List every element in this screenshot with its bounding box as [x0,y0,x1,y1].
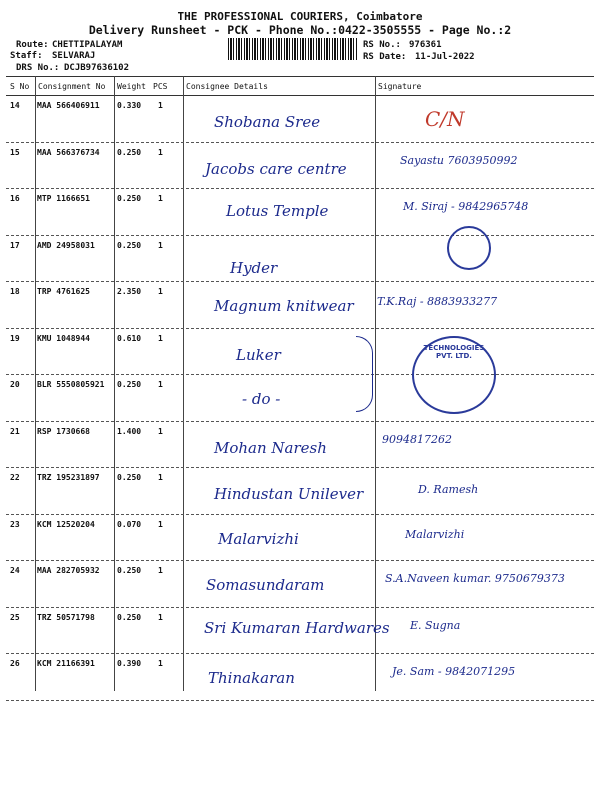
document-subtitle: Delivery Runsheet - PCK - Phone No.:0422-3505555 - Page No.:2 [88,23,512,37]
row-sno: 15 [10,147,20,157]
row-pcs: 1 [158,612,163,622]
row-sno: 17 [10,240,20,250]
table-row [0,562,600,608]
row-pcs: 1 [158,194,163,203]
row-divider [6,235,594,236]
row-weight: 0.330 [117,101,142,110]
row-divider [6,421,594,422]
row-weight: 0.250 [117,147,142,157]
row-sno: 25 [10,612,20,622]
row-pcs: 1 [158,519,163,529]
table-header-rule [6,95,594,96]
row-sno: 26 [10,659,20,668]
rs-no-value: 976361 [409,40,442,50]
row-consignment-no: MAA 282705932 [37,566,100,575]
rubber-stamp-small [447,226,491,270]
barcode-image [228,38,358,60]
row-consignment-no: RSP 1730668 [37,426,90,436]
row-divider [6,560,594,561]
row-pcs: 1 [158,147,163,157]
drs-value: DCJB97636102 [64,63,130,73]
table-row [0,376,600,422]
col-header-pcs: PCS [153,82,168,91]
row-pcs: 1 [158,287,163,296]
row-sno: 22 [10,473,20,482]
route-value: CHETTIPALAYAM [52,40,123,50]
row-pcs: 1 [158,380,163,389]
row-weight: 0.250 [117,473,142,482]
row-signature-handwritten: M. Siraj - 9842965748 [403,200,529,213]
row-consignment-no: TRZ 195231897 [37,473,100,482]
row-consignment-no: AMD 24958031 [37,240,95,250]
row-consignment-no: TRP 4761625 [37,287,90,296]
rs-date-value: 11-Jul-2022 [415,52,475,62]
row-weight: 0.610 [117,333,142,343]
table-row [0,144,600,190]
col-header-consignee: Consignee Details [186,82,268,91]
row-divider [6,467,594,468]
row-pcs: 1 [158,240,163,250]
row-sno: 14 [10,101,20,110]
row-signature-handwritten: E. Sugna [410,618,461,632]
row-consignee-handwritten: Lotus Temple [226,202,329,220]
row-divider [6,700,594,701]
row-consignment-no: TRZ 50571798 [37,612,95,622]
row-divider [6,142,594,143]
row-pcs: 1 [158,426,163,436]
row-weight: 0.250 [117,194,142,203]
table-row [0,469,600,515]
table-row [0,609,600,655]
row-weight: 0.070 [117,519,142,529]
row-consignment-no: KMU 1048944 [37,333,90,343]
route-label: Route: [16,40,49,50]
row-weight: 2.350 [117,287,142,296]
col-header-sno: S No [10,82,30,91]
row-consignment-no: MAA 566376734 [37,147,100,157]
staff-value: SELVARAJ [52,51,96,61]
row-signature-handwritten: Je. Sam - 9842071295 [392,665,516,678]
row-weight: 0.250 [117,240,142,250]
table-top-rule [6,76,594,77]
handwritten-bracket [356,336,373,412]
row-pcs: 1 [158,333,163,343]
row-pcs: 1 [158,566,163,575]
row-consignee-handwritten: Malarvizhi [218,529,299,548]
row-pcs: 1 [158,659,163,668]
row-consignee-handwritten: - do - [242,390,281,408]
row-pcs: 1 [158,101,163,110]
row-sno: 19 [10,333,20,343]
row-consignee-handwritten: Sri Kumaran Hardwares [204,618,390,637]
row-divider [6,328,594,329]
row-consignee-handwritten: Hindustan Unilever [214,485,364,503]
col-header-consignment: Consignment No [38,82,106,91]
stamp-text: TECHNOLOGIES PVT. LTD. [423,344,485,360]
row-pcs: 1 [158,473,163,482]
row-signature-handwritten: 9094817262 [382,432,452,446]
row-divider [6,281,594,282]
rs-no-label: RS No.: [363,40,401,50]
row-consignee-handwritten: Luker [236,345,281,364]
row-divider [6,653,594,654]
row-signature-handwritten: C/N [425,107,465,131]
row-consignment-no: MAA 566406911 [37,101,100,110]
table-row [0,97,600,143]
row-signature-handwritten: Malarvizhi [405,527,465,541]
row-weight: 0.250 [117,612,142,622]
row-weight: 0.250 [117,566,142,575]
row-signature-handwritten: T.K.Raj - 8883933277 [377,295,498,308]
row-weight: 0.390 [117,659,142,668]
drs-label: DRS No.: [16,63,60,73]
row-sno: 21 [10,426,20,436]
row-consignee-handwritten: Somasundaram [206,576,325,594]
staff-label: Staff: [10,51,43,61]
row-sno: 18 [10,287,20,296]
table-row [0,237,600,283]
table-row [0,655,600,701]
row-divider [6,188,594,189]
rs-date-label: RS Date: [363,52,407,62]
row-sno: 23 [10,519,20,529]
row-consignment-no: BLR 5550805921 [37,380,105,389]
row-divider [6,607,594,608]
row-consignee-handwritten: Mohan Naresh [214,438,327,457]
row-signature-handwritten: D. Ramesh [418,483,479,496]
row-weight: 0.250 [117,380,142,389]
table-row [0,190,600,236]
table-row [0,516,600,562]
row-consignment-no: MTP 1166651 [37,194,90,203]
table-row [0,283,600,329]
row-divider [6,374,594,375]
document-title: THE PROFESSIONAL COURIERS, Coimbatore [177,10,423,23]
row-consignee-handwritten: Jacobs care centre [205,159,347,178]
row-sno: 16 [10,194,20,203]
row-consignee-handwritten: Hyder [230,258,278,277]
row-signature-handwritten: Sayastu 7603950992 [400,153,518,167]
row-consignee-handwritten: Shobana Sree [214,113,321,131]
company-stamp [412,336,496,414]
table-row [0,423,600,469]
col-header-weight: Weight [117,82,146,91]
row-weight: 1.400 [117,426,142,436]
row-signature-handwritten: S.A.Naveen kumar. 9750679373 [385,572,565,585]
row-sno: 20 [10,380,20,389]
row-consignment-no: KCM 12520204 [37,519,95,529]
row-sno: 24 [10,566,20,575]
row-consignee-handwritten: Thinakaran [208,669,295,687]
row-consignment-no: KCM 21166391 [37,659,95,668]
col-header-signature: Signature [378,82,422,91]
row-consignee-handwritten: Magnum knitwear [214,297,354,315]
row-divider [6,514,594,515]
table-row [0,330,600,376]
